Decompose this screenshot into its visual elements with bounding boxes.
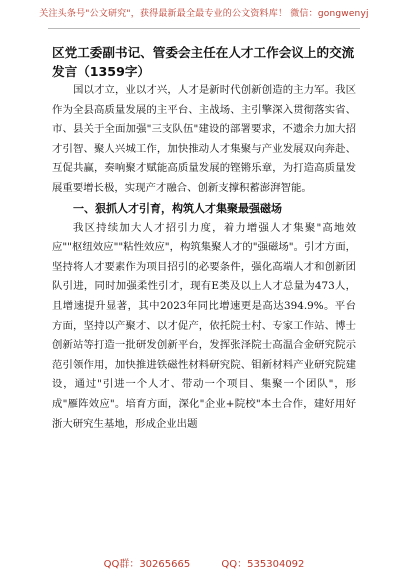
document-title: 区党工委副书记、管委会主任在人才工作会议上的交流发言（1359字） — [52, 45, 355, 79]
qq-group-number: QQ群：30265665 — [103, 559, 191, 570]
contact-footer — [0, 555, 408, 570]
qq-number: QQ：535304092 — [221, 559, 305, 570]
document-body — [52, 43, 356, 434]
intro-paragraph: 国以才立，业以才兴，人才是新时代创新创造的主力军。我区作为全县高质量发展的主平台、主战场、主引擎深入贯彻落实省、市、县关于全面加强"三支队伍"建设的部署要求，不遗余力加大招才引智、聚人兴城工作，加快推动人才集聚与产业发展双向奔赴、互促共赢，奏响聚才赋能高质量发展的铿锵乐章，为打造高质量发展重要增长极，实现产才融合、创新支撑积蓄澎湃智能。 — [52, 84, 356, 194]
header-divider — [48, 28, 360, 29]
section-heading: 一、狠抓人才引育，构筑人才集聚最强磁场 — [73, 201, 282, 215]
section-paragraph: 我区持续加大人才招引力度，着力增强人才集聚"高地效应""枢纽效应""粘性效应"，构筑集聚人才的"强磁场"。引才方面，坚持将人才要素作为项目招引的必要条件，强化高端人才和创新团队引进，同时加强柔性引才，现有E类及以上人才总量为473人，且增速提升显著，其中2023年同比增速更是高达394.9%。平台方面，坚持以产聚才、以才促产，依托院士村、专家工作站、博士创新站等打造一批研发创新平台，发挥张泽院士高温合金研究院示范引领作用，加快推进铁磁性材料研究院、钼新材料产业研究院建设，通过"引进一个人才、带动一个项目、集聚一个团队"，形成"雁阵效应"。培育方面，深化"企业+院校"本土合作，建好用好浙大研究生基地，形成企业出题 — [52, 221, 356, 430]
promo-banner: 关注头条号"公文研究"，获得最新最全最专业的公文资料库！ 微信：gongwenyj — [39, 9, 369, 19]
